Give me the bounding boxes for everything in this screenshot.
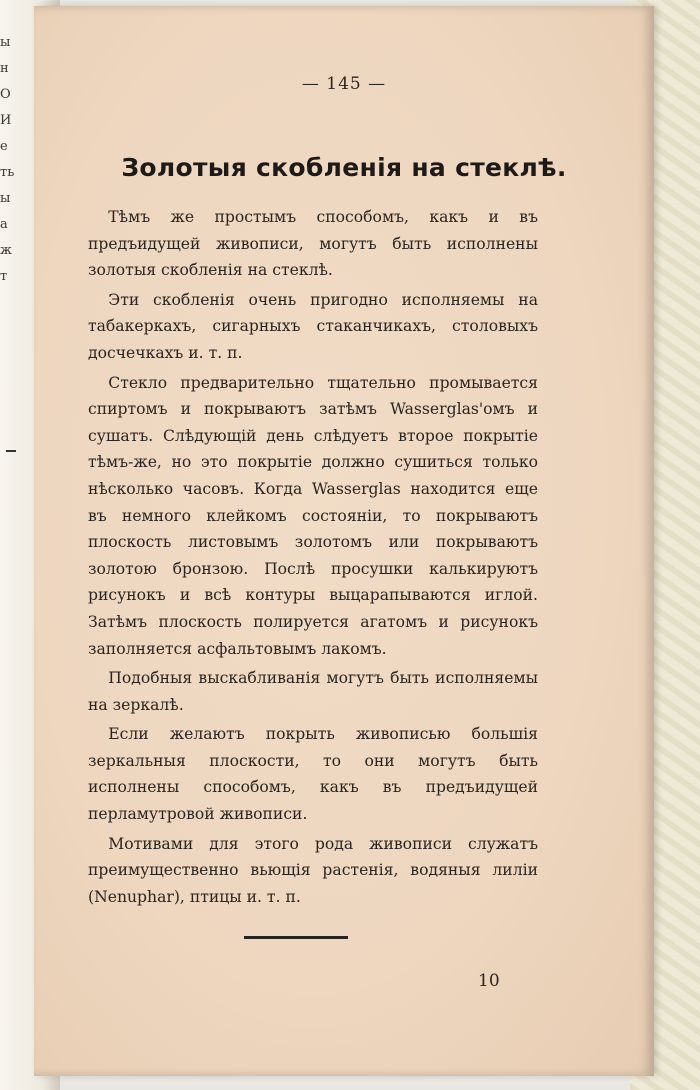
previous-page-mark <box>6 450 16 452</box>
paragraph-2: Эти скобленія очень пригодно исполняемы на табакеркахъ, сигарныхъ стаканчикахъ, столовыхъ досчечкахъ и. т. п. <box>88 290 538 362</box>
body-text <box>88 204 538 913</box>
signature-mark: 10 <box>478 971 500 991</box>
previous-page-text-fragments: ы н О И е ть ы а ж т <box>0 35 15 284</box>
paragraph-5: Если желаютъ покрыть живописью большія зеркальныя плоскости, то они могутъ быть исполнены способомъ, какъ въ предъидущей перламутровой живописи. <box>88 725 538 824</box>
paragraph-4: Подобныя выскабливанія могутъ быть исполняемы на зеркалѣ. <box>88 669 538 714</box>
section-title: Золотыя скобленія на стеклѣ. <box>121 153 567 182</box>
paragraph-6: Мотивами для этого рода живописи служатъ преимущественно вьющія растенія, водяныя лиліи (Nenuphar), птицы и. т. п. <box>88 834 538 906</box>
paragraph-1: Тѣмъ же простымъ способомъ, какъ и въ предъидущей живописи, могутъ быть исполнены золотыя скобленія на стеклѣ. <box>88 208 538 280</box>
paragraph-3: Стекло предварительно тщательно промывается спиртомъ и покрываютъ затѣмъ Wasserglas'омъ и сушатъ. Слѣдующій день слѣдуетъ второе покрытіе тѣмъ-же, но это покрытіе должно сушиться только нѣсколько часовъ. Когда Wasserglas находится еще въ немного клейкомъ состояніи, то покрываютъ плоскость листовымъ золотомъ или покрываютъ золотою бронзою. Послѣ просушки калькируютъ рисунокъ и всѣ контуры выцарапываются иглой. Затѣмъ плоскость полируется агатомъ и рисунокъ заполняется асфальтовымъ лакомъ. <box>88 373 538 658</box>
section-end-rule <box>244 936 348 939</box>
page-number-header: — 145 — <box>301 74 387 94</box>
book-page <box>34 6 654 1076</box>
